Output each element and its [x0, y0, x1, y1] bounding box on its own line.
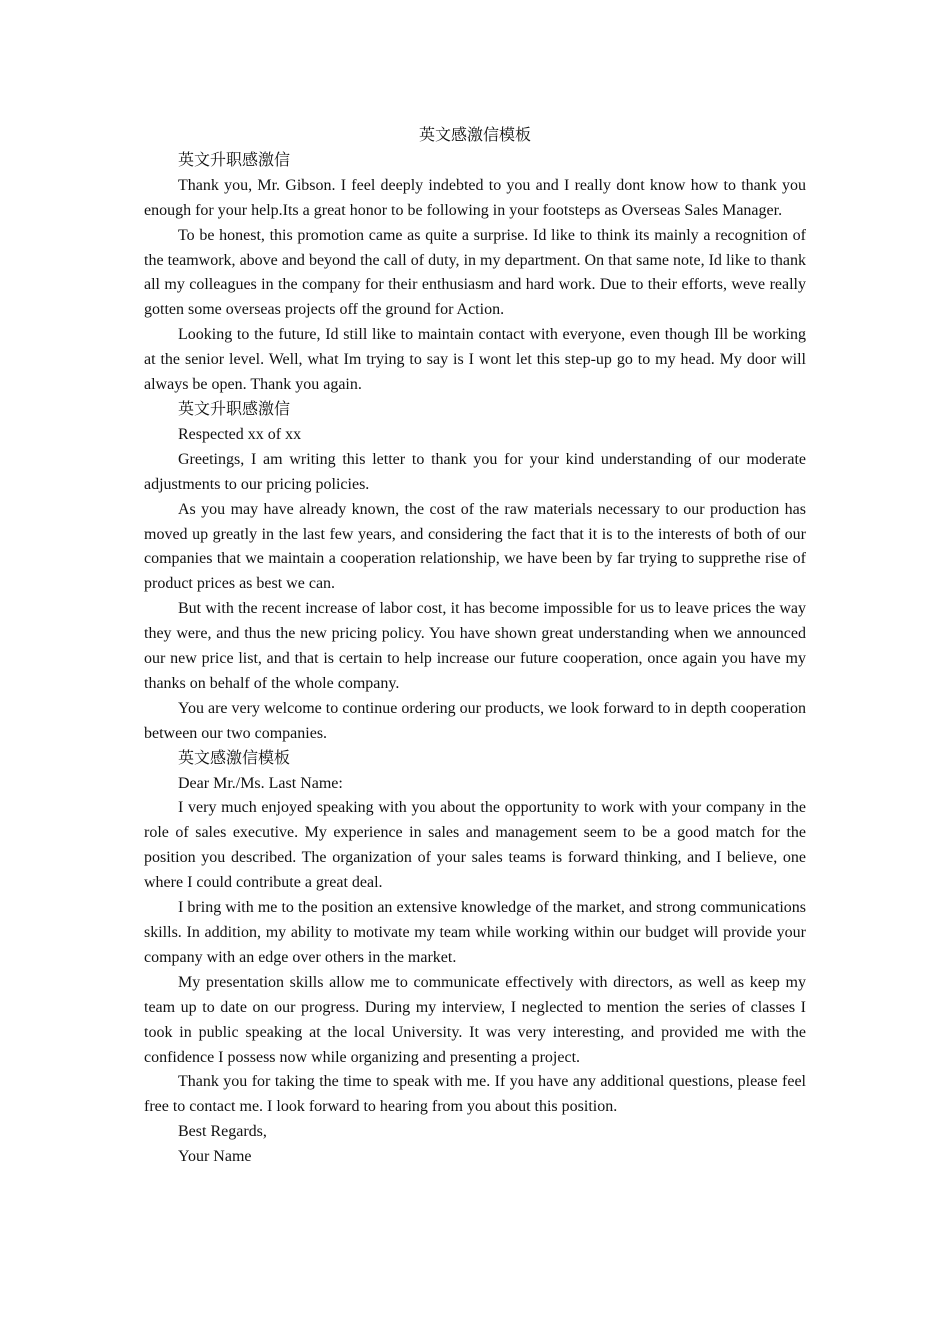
section-heading: 英文感激信模板 [178, 749, 291, 767]
document-title: 英文感激信模板 [418, 127, 531, 144]
closing: Best Regards, [178, 1123, 267, 1141]
paragraph: As you may have already known, the cost of the raw materials necessary to our production has moved up greatly in the last few years, and considering the fact that it is to the interests of both of our companies that we maintain a cooperation relationship, we have been by far trying to supprethe rise of product prices as best we can. [144, 500, 806, 593]
section-heading: 英文升职感激信 [178, 400, 291, 418]
paragraph: You are very welcome to continue ordering our products, we look forward to in depth cooperation between our two companies. [144, 699, 806, 742]
paragraph: To be honest, this promotion came as quite a surprise. Id like to think its mainly a recognition of the teamwork, above and beyond the call of duty, in my department. On that same note, Id like to thank all my colleagues in the company for their enthusiasm and hard work. Due to their efforts, weve really gotten some overseas projects off the ground for Action. [144, 226, 806, 319]
document-page [144, 124, 806, 1170]
paragraph: But with the recent increase of labor cost, it has become impossible for us to leave prices the way they were, and thus the new pricing policy. You have shown great understanding when we announced our new price list, and that is certain to help increase our future cooperation, once again you have my thanks on behalf of the whole company. [144, 600, 806, 692]
paragraph: Greetings, I am writing this letter to thank you for your kind understanding of our moderate adjustments to our pricing policies. [144, 450, 806, 493]
paragraph: I bring with me to the position an extensive knowledge of the market, and strong communications skills. In addition, my ability to motivate my team while working within our budget will provide your company with an edge over others in the market. [144, 899, 806, 966]
paragraph: Looking to the future, Id still like to maintain contact with everyone, even though Ill be working at the senior level. Well, what Im trying to say is I wont let this step-up go to my head. My door will always be open. Thank you again. [144, 326, 806, 394]
paragraph: I very much enjoyed speaking with you about the opportunity to work with your company in the role of sales executive. My experience in sales and management seem to be a good match for the position you described. The organization of your sales teams is forward thinking, and I believe, one where I could contribute a great deal. [144, 799, 806, 892]
paragraph: Thank you, Mr. Gibson. I feel deeply indebted to you and I really dont know how to thank you enough for your help.Its a great honor to be following in your footsteps as Overseas Sales Manager. [144, 176, 806, 219]
salutation: Dear Mr./Ms. Last Name: [178, 774, 343, 792]
section-heading: 英文升职感激信 [178, 151, 291, 169]
salutation: Respected xx of xx [178, 425, 302, 443]
signature: Your Name [178, 1148, 252, 1166]
paragraph: My presentation skills allow me to communicate effectively with directors, as well as keep my team up to date on our progress. During my interview, I neglected to mention the series of classes I took in public speaking at the local University. It was very interesting, and provided me with the confidence I possess now while organizing and presenting a project. [144, 973, 806, 1066]
paragraph: Thank you for taking the time to speak with me. If you have any additional questions, please feel free to contact me. I look forward to hearing from you about this position. [144, 1073, 806, 1116]
